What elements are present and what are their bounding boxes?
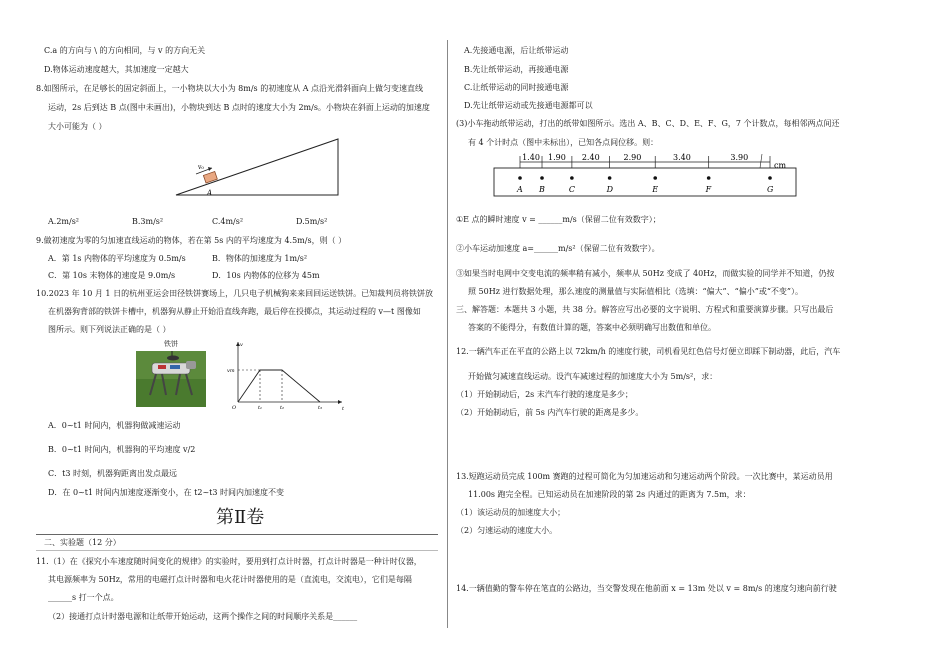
q8-option-b: B.3m/s² xyxy=(132,217,164,226)
tape-point-D xyxy=(608,176,612,180)
q8-option-d: D.5m/s² xyxy=(296,217,328,226)
q11-sub3-line2: 照 50Hz 进行数据处理，那么速度的测量值与实际值相比（选填：“偏大”、“偏小”或“不变”）。 xyxy=(468,287,803,296)
q10-stem-line3: 图所示。则下列说法正确的是（ ） xyxy=(48,325,171,334)
section3-line1: 三、解答题：本题共 3 小题，共 38 分。解答应写出必要的文字说明、方程式和重要演算步骤。只写出最后 xyxy=(456,305,834,314)
q12-stem-line1: 12.一辆汽车正在平直的公路上以 72km/h 的速度行驶，司机看见红色信号灯便立即踩下制动器，此后，汽车 xyxy=(456,347,841,356)
q8-stem-line3: 大小可能为（ ） xyxy=(48,122,107,131)
q12-part1: （1）开始制动后，2s 末汽车行驶的速度是多少； xyxy=(456,390,633,399)
q9-option-a: A．第 1s 内物体的平均速度为 0.5m/s xyxy=(48,254,186,263)
tape-point-C xyxy=(570,176,574,180)
robot-dog-photo xyxy=(136,339,206,407)
column-divider xyxy=(447,40,448,628)
q11-option-d: D.先让纸带运动或先接通电源都可以 xyxy=(464,101,593,110)
q10-option-d: D．在 0~t1 时间内加速度逐渐变小，在 t2~t3 时间内加速度不变 xyxy=(48,488,284,497)
q9-option-b: B．物体的加速度为 1m/s² xyxy=(212,254,308,263)
q12-part2: （2）开始制动后，前 5s 内汽车行驶的距离是多少。 xyxy=(456,408,644,417)
tape-distance-label: 1.90 xyxy=(548,153,566,162)
graph-v-axis-label: v xyxy=(240,342,243,348)
tape-point-label: A xyxy=(517,185,523,194)
tape-point-label: D xyxy=(606,185,614,194)
graph-t-axis-label: t xyxy=(342,406,345,410)
q10-option-a: A．0~t1 时间内，机器狗做减速运动 xyxy=(48,421,181,430)
section-divider-bottom xyxy=(36,550,438,551)
graph-t3-label: t₃ xyxy=(318,405,323,410)
tape-point-label: G xyxy=(767,185,774,194)
tape-point-label: B xyxy=(539,185,545,194)
section-divider-top xyxy=(36,534,438,535)
incline-figure xyxy=(172,137,342,199)
q9-option-c: C．第 10s 末物体的速度是 9.0m/s xyxy=(48,271,176,280)
q11-stem-line4: （2）接通打点计时器电源和让纸带开始运动，这两个操作之间的时间顺序关系是______ xyxy=(48,612,358,621)
q9-stem: 9.做初速度为零的匀加速直线运动的物体，若在第 5s 内的平均速度为 4.5m/s，则（ ） xyxy=(36,236,347,245)
section-subtitle: 二、实验题（12 分） xyxy=(44,538,121,547)
tape-point-E xyxy=(653,176,657,180)
q10-option-b: B．0~t1 时间内，机器狗的平均速度 v/2 xyxy=(48,445,196,454)
tape-point-B xyxy=(540,176,544,180)
robot-dog-image xyxy=(136,351,206,407)
tape-point-G xyxy=(768,176,772,180)
tape-point-A xyxy=(518,176,522,180)
q8-stem-line2: 运动，2s 后到达 B 点(图中未画出)，小物块到达 B 点时的速度大小为 2m/s。小物块在斜面上运动的加速度 xyxy=(48,103,430,112)
q11-stem-line2: 其电源频率为 50Hz，常用的电磁打点计时器和电火花计时器使用的是（直流电，交流电），它们是每隔 xyxy=(48,575,412,584)
point-a-label: A xyxy=(207,189,213,197)
q14-stem-line1: 14.一辆值勤的警车停在笔直的公路边，当交警发现在他前面 x = 13m 处以 v = 8m/s 的速度匀速向前行驶 xyxy=(456,584,837,593)
q11-sub2: ②小车运动加速度 a=______m/s²（保留二位有效数字）。 xyxy=(456,244,660,253)
q11-option-b: B.先让纸带运动，再接通电源 xyxy=(464,65,569,74)
tape-distance-label: 2.40 xyxy=(581,153,600,162)
q11-part3-line1: (3)小车拖动纸带运动，打出的纸带如图所示。选出 A、B、C、D、E、F、G，7 个计数点，每相邻两点间还 xyxy=(456,119,840,128)
q11-stem-line1: 11.（1）在《探究小车速度随时间变化的规律》的实验时，要用到打点计时器，打点计时器是一种计时仪器， xyxy=(36,557,422,566)
q7-option-d: D.物体运动速度越大，其加速度一定越大 xyxy=(44,65,189,74)
q11-stem-line3: ______s 打一个点。 xyxy=(48,593,119,602)
tape-point-F xyxy=(707,176,711,180)
tape-unit: cm xyxy=(774,161,787,170)
tape-distance-label: 3.40 xyxy=(673,153,691,162)
q11-option-a: A.先接通电源，后让纸带运动 xyxy=(464,46,569,55)
q7-option-c: C.a 的方向与 \ 的方向相同，与 v 的方向无关 xyxy=(44,46,206,55)
v-t-graph xyxy=(226,338,346,410)
q11-sub3-line1: ③如果当时电网中交变电流的频率稍有减小，频率从 50Hz 变成了 40Hz，而做实验的同学并不知道，仍按 xyxy=(456,269,835,278)
discus-label: 铁饼 xyxy=(164,340,178,348)
q12-stem-line2: 开始做匀减速直线运动。设汽车减速过程的加速度大小为 5m/s²，求： xyxy=(468,372,718,381)
graph-t2-label: t₂ xyxy=(280,405,285,410)
q13-stem-line2: 11.00s 跑完全程。已知运动员在加速阶段的第 2s 内通过的距离为 7.5m，求： xyxy=(468,490,751,499)
tape-point-label: F xyxy=(705,185,712,194)
v0-label: v₀ xyxy=(198,164,204,171)
q8-option-c: C.4m/s² xyxy=(212,217,244,226)
tape-distance-label: 3.90 xyxy=(730,153,749,162)
tape-distance-label: 2.90 xyxy=(623,153,642,162)
q8-stem-line1: 8.如图所示，在足够长的固定斜面上，一小物块以大小为 8m/s 的初速度从 A 点沿光滑斜面向上做匀变速直线 xyxy=(36,84,424,93)
q10-stem-line2: 在机器狗背部的铁饼卡槽中，机器狗从静止开始沿直线奔跑，最后停在投掷点，其运动过程的 v—t 图像如 xyxy=(48,307,421,316)
q11-part3-line2: 有 4 个计时点（图中未标出），已知各点间位移。则： xyxy=(468,138,659,147)
section3-line2: 答案的不能得分，有数值计算的题，答案中必须明确写出数值和单位。 xyxy=(468,323,716,332)
q8-option-a: A.2m/s² xyxy=(48,217,80,226)
q11-option-c: C.让纸带运动的同时接通电源 xyxy=(464,83,569,92)
tape-distance-label: 1.40 xyxy=(522,153,540,162)
q9-option-d: D．10s 内物体的位移为 45m xyxy=(212,271,320,280)
section-title: 第Ⅱ卷 xyxy=(216,507,265,528)
graph-vm-label: vm xyxy=(227,368,235,374)
q11-sub1: ①E 点的瞬时速度 v = ______m/s（保留二位有效数字）； xyxy=(456,215,661,224)
graph-t1-label: t₁ xyxy=(258,405,263,410)
q10-option-c: C．t3 时刻，机器狗距离出发点最远 xyxy=(48,469,177,478)
graph-origin-label: O xyxy=(232,405,237,410)
q13-part1: （1）该运动员的加速度大小； xyxy=(456,508,566,517)
q13-part2: （2）匀速运动的速度大小。 xyxy=(456,526,558,535)
tape-point-label: E xyxy=(652,185,659,194)
q10-stem-line1: 10.2023 年 10 月 1 日的杭州亚运会田径铁饼赛场上，几只电子机械狗来来回回运送铁饼。已知裁判员将铁饼放 xyxy=(36,289,434,298)
tape-point-label: C xyxy=(568,185,576,194)
paper-tape-figure xyxy=(490,148,820,200)
q13-stem-line1: 13.短跑运动员完成 100m 赛跑的过程可简化为匀加速运动和匀速运动两个阶段。一次比赛中，某运动员用 xyxy=(456,472,833,481)
